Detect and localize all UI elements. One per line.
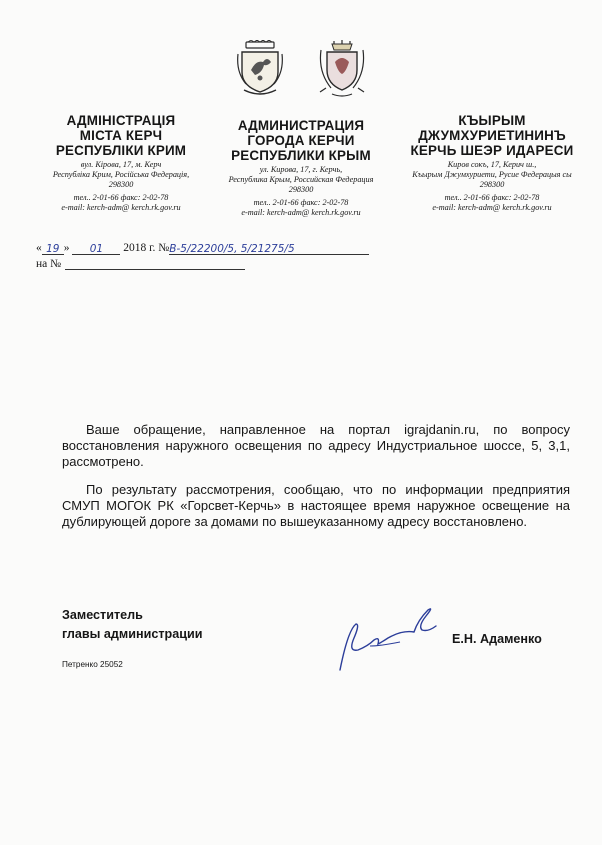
quote-open: « [36,242,42,254]
reg-number-field [169,242,369,255]
address-line: ул. Кирова, 17, г. Керчь, [259,165,343,174]
reference-label: на № [36,258,62,270]
org-name-ukrainian [30,113,212,158]
header-ukrainian [30,113,212,213]
org-name-line: ГОРОДА КЕРЧИ [247,133,355,148]
document-author: Петренко 25052 [62,660,123,669]
phone-fax: тел.. 2-01-66 факс: 2-02-78 [73,193,169,202]
address-line: Киров сокъ, 17, Керич ш., [447,160,537,169]
address-ukrainian [30,160,212,213]
header-crimean-tatar [392,113,592,213]
reference-line [36,258,245,270]
crimea-coat-of-arms-icon [236,40,284,98]
quote-close: » [63,242,70,254]
address-line: вул. Кірова, 17, м. Керч [80,160,162,169]
letter-body [62,422,570,530]
signatory-title-line: главы администрации [62,627,203,641]
email: e-mail: kerch-adm@ kerch.rk.gov.ru [432,203,552,212]
postal-code: 298300 [288,185,314,194]
postal-code: 298300 [108,180,134,189]
header-russian [207,118,395,218]
org-name-crimean-tatar [392,113,592,158]
signatory-title [62,606,202,644]
kerch-coat-of-arms-icon [318,40,366,98]
reg-month: 01 [89,243,104,255]
registration-line [36,241,369,255]
org-name-line: КЪЫРЫМ [458,113,526,128]
org-name-line: АДМИНИСТРАЦИЯ [237,118,365,133]
org-name-line: МІСТА КЕРЧ [79,128,163,143]
org-name-line: РЕСПУБЛИКИ КРЫМ [231,148,371,163]
address-line: Республіка Крим, Російська Федерація, [52,170,190,179]
org-name-russian [207,118,395,163]
phone-fax: тел.. 2-01-66 факс: 2-02-78 [444,193,540,202]
reg-number: В-5/22200/5, 5/21275/5 [169,243,295,255]
phone-fax: тел.. 2-01-66 факс: 2-02-78 [253,198,349,207]
reg-month-field [72,242,120,255]
address-line: Къырым Джумхуриети, Русие Федерацыя сы [412,170,572,179]
postal-code: 298300 [479,180,505,189]
org-name-line: РЕСПУБЛІКИ КРИМ [55,143,187,158]
handwritten-signature [300,590,450,680]
email: e-mail: kerch-adm@ kerch.rk.gov.ru [61,203,181,212]
signatory-title-line: Заместитель [62,608,143,622]
reg-day: 19 [46,243,60,255]
org-name-line: ДЖУМХУРИЕТИНИНЪ [418,128,566,143]
reg-year-label: 2018 г. № [123,242,170,254]
body-paragraph: Ваше обращение, направленное на портал igrajdanin.ru, по вопросу восстановления наружного освещения по адресу Индустриальное шоссе, 5, 3,1, рассмотрено. [62,422,570,469]
address-line: Республика Крым, Российская Федерация [228,175,374,184]
org-name-line: АДМІНІСТРАЦІЯ [66,113,176,128]
reference-field [65,258,245,270]
address-russian [207,165,395,218]
reg-day-field [42,242,64,255]
org-name-line: КЕРЧЬ ШЕЭР ИДАРЕСИ [410,143,574,158]
body-paragraph: По результату рассмотрения, сообщаю, что по информации предприятия СМУП МОГОК РК «Горсвет-Керчь» в настоящее время наружное освещение на дублирующей дороге за домами по вышеуказанному адресу восстановлено. [62,482,570,529]
signatory-name: Е.Н. Адаменко [452,632,542,646]
address-crimean-tatar [392,160,592,213]
email: e-mail: kerch-adm@ kerch.rk.gov.ru [241,208,361,217]
